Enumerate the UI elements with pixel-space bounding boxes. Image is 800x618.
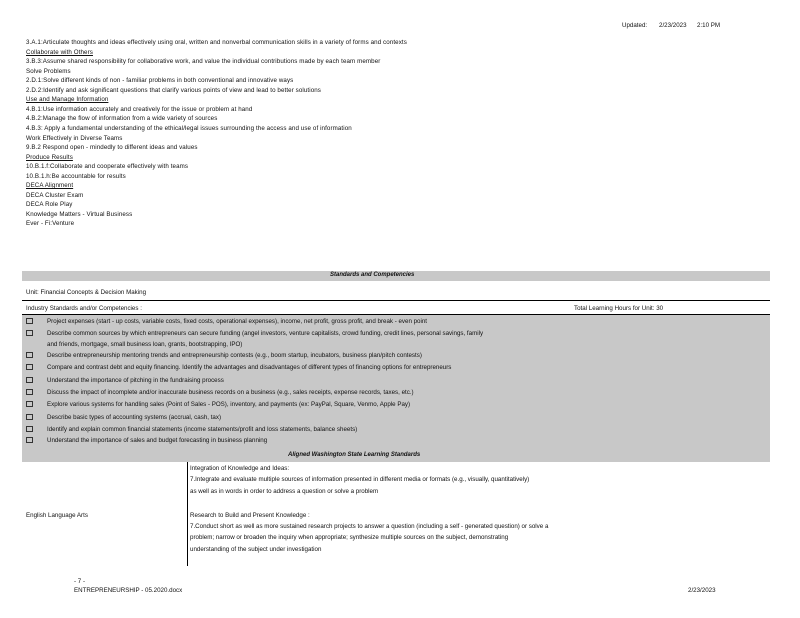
aligned-line: Integration of Knowledge and Ideas:	[190, 465, 290, 472]
competency-row	[26, 437, 267, 444]
left-line: Collaborate with Others	[26, 48, 93, 56]
bullet-icon	[26, 364, 33, 370]
competency-text: Project expenses (start - up costs, variable costs, fixed costs, operational expenses), income, net profit, gross profit, and break - even point	[47, 318, 428, 325]
competency-text: Compare and contrast debt and equity financing. Identify the advantages and disadvantages of different types of financing options for entrepreneurs	[47, 364, 452, 371]
left-line: Work Effectively in Diverse Teams	[26, 134, 123, 142]
total-learning-hours: Total Learning Hours for Unit: 30	[574, 305, 664, 312]
bullet-icon	[26, 318, 33, 324]
bullet-icon	[26, 330, 33, 336]
bullet-icon	[26, 426, 33, 432]
competency-text: Describe common sources by which entrepreneurs can secure funding (angel investors, venture capitalists, crowd funding, credit lines, personal savings, family	[47, 330, 484, 337]
left-line: 3.A.1:Articulate thoughts and ideas effectively using oral, written and nonverbal communication skills in a variety of forms and contexts	[26, 39, 407, 46]
industry-standards-label: Industry Standards and/or Competencies :	[26, 305, 142, 312]
left-line: 10.B.1.h:Be accountable for results	[26, 172, 126, 180]
bullet-icon	[26, 401, 33, 407]
left-line: DECA Alignment	[26, 182, 74, 190]
competency-text: Understand the importance of pitching in the fundraising process	[47, 377, 224, 384]
competency-text: Understand the importance of sales and budget forecasting in business planning	[47, 437, 268, 444]
aligned-line: 7.Integrate and evaluate multiple sources of information presented in different media or formats (e.g., visually, quantitatively)	[190, 476, 530, 483]
aligned-line: 7.Conduct short as well as more sustained research projects to answer a question (including a self - generated question) or solve a	[190, 523, 549, 530]
aligned-header: Aligned Washington State Learning Standards	[288, 452, 421, 458]
left-line: 2.D.1:Solve different kinds of non - familiar problems in both conventional and innovative ways	[26, 77, 294, 85]
footer-date: 2/23/2023	[688, 587, 716, 594]
page-number: - 7 -	[74, 578, 86, 585]
left-line: Solve Problems	[26, 67, 71, 75]
subject-label: English Language Arts	[26, 512, 88, 519]
aligned-line: problem; narrow or broaden the inquiry when appropriate; synthesize multiple sources on the subject, demonstrating	[190, 534, 509, 541]
bullet-icon	[26, 377, 33, 383]
left-line: Ever - Fi:Venture	[26, 220, 75, 228]
divider	[22, 300, 770, 301]
competency-row	[26, 389, 414, 396]
left-line: 4.B.3: Apply a fundamental understanding of the ethical/legal issues surrounding the access and use of information	[26, 124, 352, 132]
competency-row	[26, 377, 224, 384]
left-line: 3.B.3:Assume shared responsibility for collaborative work, and value the individual contributions made by each team member	[26, 58, 381, 66]
left-line: 9.B.2 Respond open - mindedly to different ideas and values	[26, 144, 198, 152]
competency-row	[26, 318, 427, 325]
updated-label: Updated:	[622, 22, 648, 29]
competency-row	[47, 341, 242, 348]
competency-row	[26, 426, 357, 433]
competency-row	[26, 401, 410, 408]
left-line: 4.B.1:Use information accurately and creatively for the issue or problem at hand	[26, 105, 253, 113]
unit-line: Unit: Financial Concepts & Decision Making	[26, 289, 147, 296]
updated-date: 2/23/2023	[659, 22, 687, 29]
left-line: Knowledge Matters - Virtual Business	[26, 210, 133, 218]
left-line: 10.B.1.f:Collaborate and cooperate effectively with teams	[26, 163, 189, 171]
competency-text: Identify and explain common financial statements (income statements/profit and loss statements, balance sheets)	[47, 426, 358, 433]
aligned-line: as well as in words in order to address a question or solve a problem	[190, 488, 379, 495]
left-line: DECA Role Play	[26, 201, 73, 209]
left-line: 4.B.2:Manage the flow of information from a wide variety of sources	[26, 115, 218, 123]
competency-row	[26, 330, 483, 337]
bullet-icon	[26, 437, 33, 443]
competency-row	[26, 414, 221, 421]
competency-text: Describe basic types of accounting systems (accrual, cash, tax)	[47, 414, 222, 421]
standards-header: Standards and Competencies	[330, 272, 415, 278]
footer-document-name: ENTREPRENEURSHIP - 05.2020.docx	[74, 587, 183, 594]
competency-text: Describe entrepreneurship mentoring trends and entrepreneurship contests (e.g., boom startup, incubators, business plan/pitch contests)	[47, 352, 422, 359]
competency-text: Discuss the impact of incomplete and/or inaccurate business records on a business (e.g., sales receipts, expense records, taxes, etc.)	[47, 389, 414, 396]
aligned-line: Research to Build and Present Knowledge :	[190, 512, 310, 519]
bullet-icon	[26, 352, 33, 358]
competency-text: and friends, mortgage, small business loan, grants, bootstrapping, IPO)	[47, 341, 243, 348]
left-line: DECA Cluster Exam	[26, 191, 84, 199]
bullet-icon	[26, 389, 33, 395]
competency-row	[26, 352, 422, 359]
aligned-line: understanding of the subject under investigation	[190, 546, 322, 553]
bullet-icon	[26, 414, 33, 420]
left-line: 2.D.2:Identify and ask significant questions that clarify various points of view and lead to better solutions	[26, 86, 321, 94]
left-line: Use and Manage Information	[26, 96, 109, 104]
updated-time: 2:10 PM	[697, 22, 721, 29]
column-divider	[187, 462, 188, 566]
competency-row	[26, 364, 451, 371]
competency-text: Explore various systems for handling sales (Point of Sales - POS), inventory, and payments (ex: PayPal, Square, Venmo, Apple Pay)	[47, 401, 411, 408]
left-line: Produce Results	[26, 153, 73, 161]
